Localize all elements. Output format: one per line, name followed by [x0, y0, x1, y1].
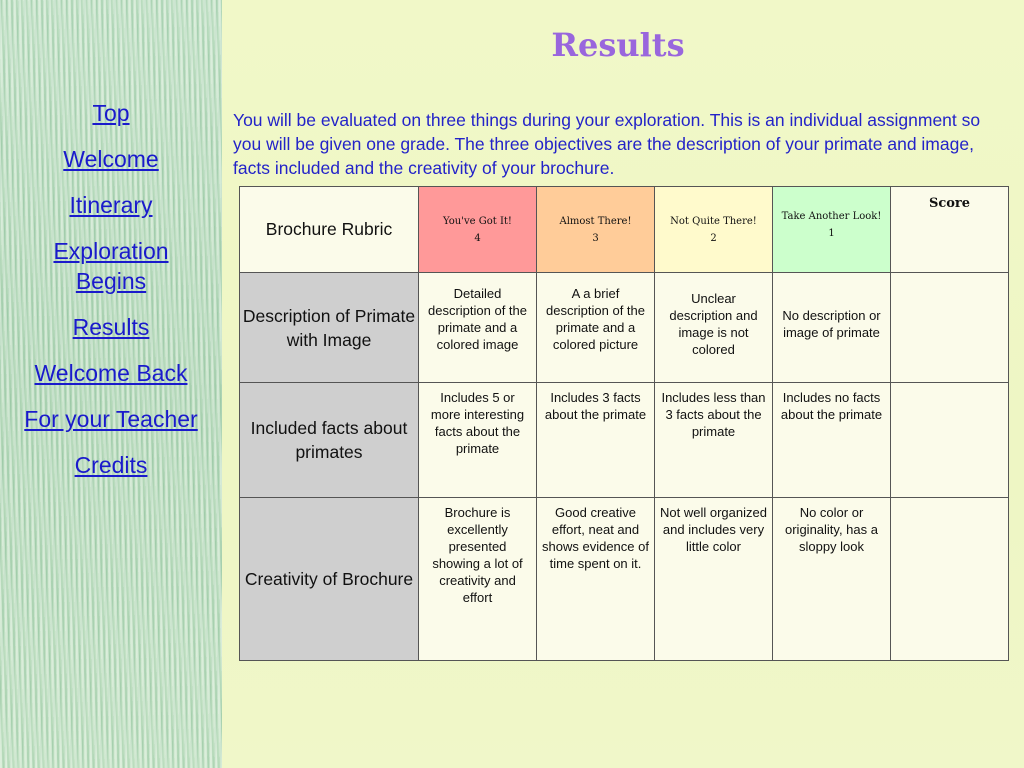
- header-level-2-points: 2: [710, 232, 717, 244]
- rubric-cell: [537, 498, 655, 661]
- rubric-cell-text: Good creative effort, neat and shows evidence of time spent on it.: [542, 505, 649, 571]
- rubric-cell-text: No color or originality, has a sloppy look: [785, 505, 878, 554]
- sidebar-nav: [0, 98, 222, 496]
- main-content: [222, 0, 1024, 768]
- rubric-cell-text: No description or image of primate: [782, 307, 881, 340]
- header-level-4-name: You've Got It!: [443, 215, 512, 227]
- header-level-3-name: Almost There!: [559, 215, 632, 227]
- header-level-1-points: 1: [828, 227, 835, 239]
- header-level-3: [537, 187, 655, 273]
- page-title-text: Results: [551, 26, 685, 64]
- rubric-header-row: [240, 187, 1009, 273]
- nav-link-top[interactable]: Top: [92, 100, 130, 126]
- nav-link-welcome[interactable]: Welcome: [63, 146, 159, 172]
- rubric-cell: [773, 383, 891, 498]
- intro-paragraph: You will be evaluated on three things during your exploration. This is an individual assignment so you will be given one grade. The three objectives are the description of your primate and image, facts included and the creativity of your brochure.: [233, 110, 981, 178]
- rubric-cell-text: Includes no facts about the primate: [780, 390, 883, 422]
- rubric-cell-text: Detailed description of the primate and a colored image: [427, 286, 527, 352]
- rubric-cell-text: Includes 3 facts about the primate: [544, 390, 647, 422]
- nav-link-welcome-back[interactable]: Welcome Back: [34, 360, 188, 386]
- rubric-cell: [537, 383, 655, 498]
- rubric-label-text: Brochure Rubric: [265, 219, 393, 239]
- header-level-3-points: 3: [592, 232, 599, 244]
- rubric-row: [240, 383, 1009, 498]
- header-level-2: [655, 187, 773, 273]
- rubric-cell-text: Unclear description and image is not colored: [669, 290, 758, 357]
- nav-link-for-your-teacher[interactable]: For your Teacher: [24, 406, 198, 432]
- score-cell[interactable]: [891, 273, 1009, 383]
- rubric-cell: [655, 498, 773, 661]
- nav-link-results[interactable]: Results: [72, 314, 150, 340]
- rubric-cell: [419, 273, 537, 383]
- nav-link-exploration-begins[interactable]: Exploration Begins: [53, 238, 169, 294]
- page-title: [222, 26, 1024, 64]
- header-score: Score: [891, 187, 1009, 273]
- rubric-cell: [655, 383, 773, 498]
- rubric-cell: [655, 273, 773, 383]
- rubric-cell-text: Includes 5 or more interesting facts about the primate: [430, 390, 525, 456]
- rubric-cell-text: Brochure is excellently presented showing a lot of creativity and effort: [432, 505, 523, 605]
- rubric-table: [239, 186, 1009, 661]
- rubric-cell: [419, 383, 537, 498]
- nav-link-itinerary[interactable]: Itinerary: [69, 192, 153, 218]
- rubric-cell: [537, 273, 655, 383]
- rubric-cell-text: Not well organized and includes very little color: [660, 505, 767, 554]
- rubric-cell: [773, 498, 891, 661]
- rubric-row: [240, 498, 1009, 661]
- rubric-cell: [419, 498, 537, 661]
- header-level-1-name: Take Another Look!: [781, 210, 882, 222]
- sidebar: [0, 0, 222, 768]
- header-level-4: [419, 187, 537, 273]
- rubric-label: [240, 187, 419, 273]
- rubric-row: [240, 273, 1009, 383]
- criterion-facts: Included facts about primates: [240, 383, 419, 498]
- header-level-4-points: 4: [474, 232, 481, 244]
- header-level-1: [773, 187, 891, 273]
- rubric-cell: [773, 273, 891, 383]
- score-cell[interactable]: [891, 498, 1009, 661]
- criterion-description: Description of Primate with Image: [240, 273, 419, 383]
- criterion-creativity: Creativity of Brochure: [240, 498, 419, 661]
- nav-link-credits[interactable]: Credits: [74, 452, 148, 478]
- rubric-cell-text: Includes less than 3 facts about the primate: [661, 390, 766, 439]
- header-level-2-name: Not Quite There!: [670, 215, 757, 227]
- score-cell[interactable]: [891, 383, 1009, 498]
- rubric-cell-text: A a brief description of the primate and a colored picture: [545, 286, 645, 352]
